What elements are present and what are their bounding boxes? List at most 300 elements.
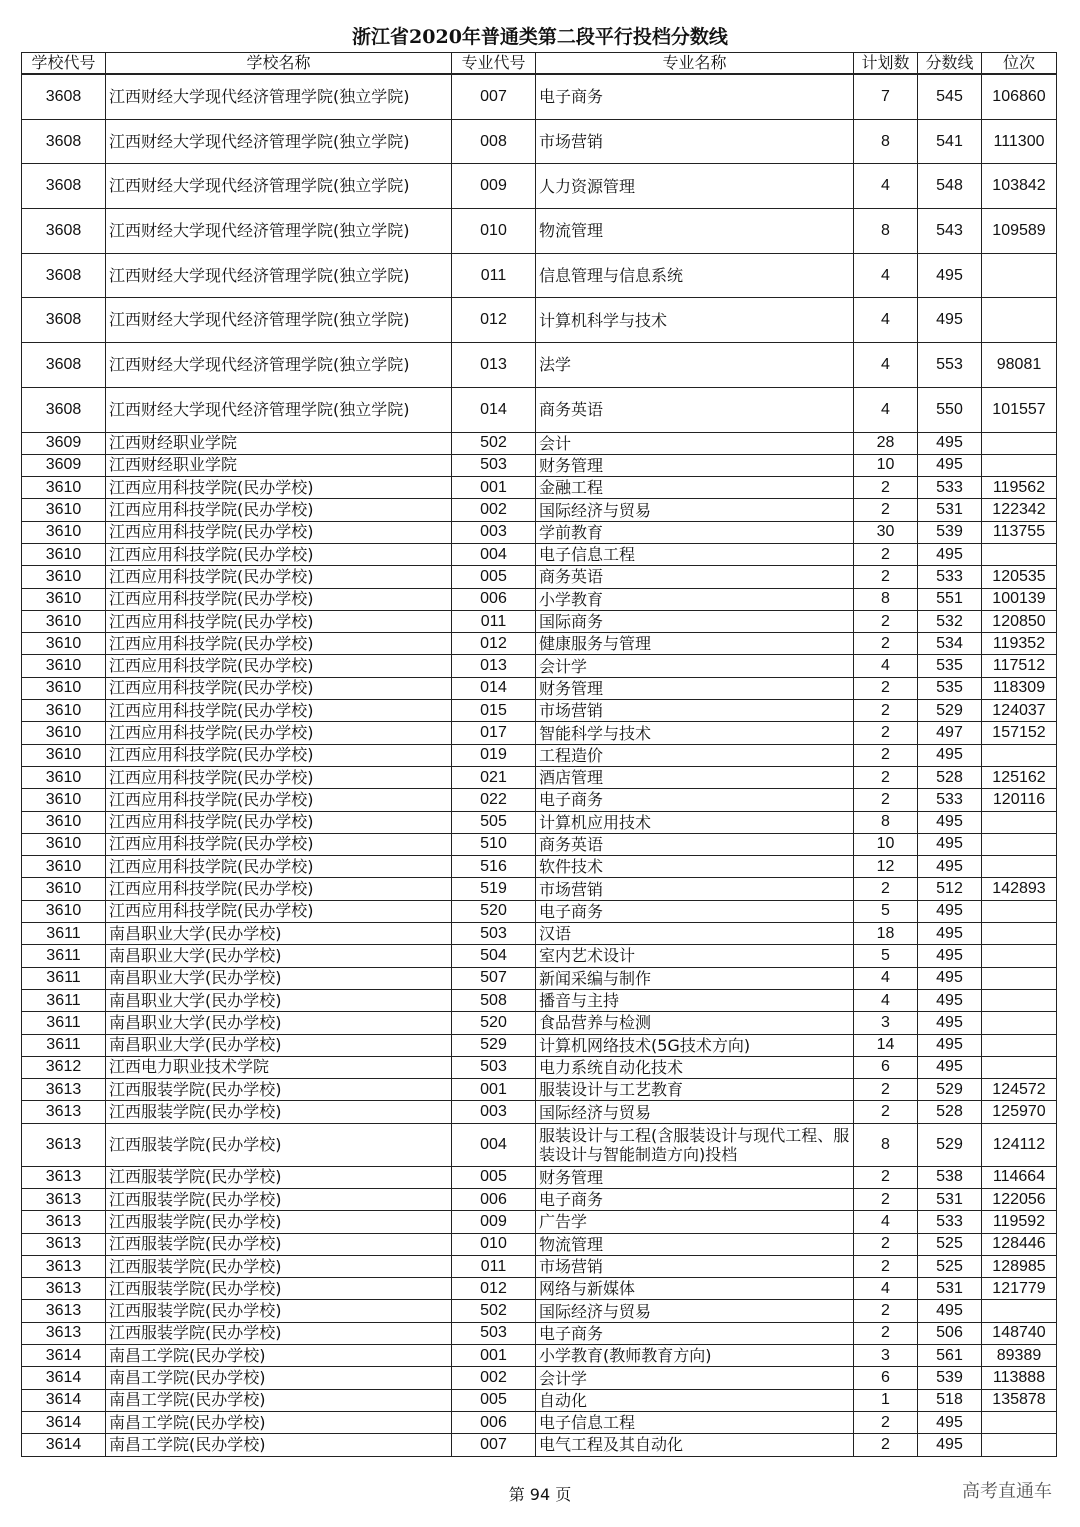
cell-major-name: 法学 xyxy=(536,343,854,388)
cell-score-line: 541 xyxy=(918,119,982,164)
table-row xyxy=(22,253,1057,298)
cell-rank xyxy=(982,989,1057,1011)
cell-rank: 117512 xyxy=(982,655,1057,677)
cell-school-name: 江西应用科技学院(民办学校) xyxy=(106,477,452,499)
cell-plan-count: 4 xyxy=(854,253,918,298)
cell-major-code: 022 xyxy=(452,789,536,811)
cell-major-name: 信息管理与信息系统 xyxy=(536,253,854,298)
cell-major-name: 市场营销 xyxy=(536,1255,854,1277)
table-row xyxy=(22,566,1057,588)
cell-rank: 114664 xyxy=(982,1166,1057,1188)
cell-plan-count: 18 xyxy=(854,923,918,945)
cell-rank xyxy=(982,945,1057,967)
cell-school-name: 江西应用科技学院(民办学校) xyxy=(106,789,452,811)
cell-school-name: 江西应用科技学院(民办学校) xyxy=(106,878,452,900)
cell-major-code: 004 xyxy=(452,543,536,565)
cell-major-name: 市场营销 xyxy=(536,878,854,900)
cell-major-code: 010 xyxy=(452,1233,536,1255)
cell-major-name: 网络与新媒体 xyxy=(536,1278,854,1300)
cell-major-code: 013 xyxy=(452,655,536,677)
cell-plan-count: 2 xyxy=(854,1411,918,1433)
cell-school-name: 江西应用科技学院(民办学校) xyxy=(106,700,452,722)
cell-rank: 101557 xyxy=(982,387,1057,432)
cell-school-code: 3610 xyxy=(22,521,106,543)
cell-score-line: 495 xyxy=(918,989,982,1011)
table-row xyxy=(22,1189,1057,1211)
cell-school-name: 南昌工学院(民办学校) xyxy=(106,1345,452,1367)
cell-school-name: 江西应用科技学院(民办学校) xyxy=(106,833,452,855)
cell-rank: 98081 xyxy=(982,343,1057,388)
table-row xyxy=(22,521,1057,543)
cell-major-code: 007 xyxy=(452,74,536,119)
cell-rank xyxy=(982,1411,1057,1433)
cell-school-name: 南昌工学院(民办学校) xyxy=(106,1434,452,1456)
cell-major-code: 503 xyxy=(452,454,536,476)
cell-school-code: 3612 xyxy=(22,1056,106,1078)
cell-rank xyxy=(982,811,1057,833)
table-row xyxy=(22,744,1057,766)
cell-school-name: 江西服装学院(民办学校) xyxy=(106,1211,452,1233)
cell-plan-count: 4 xyxy=(854,343,918,388)
cell-plan-count: 2 xyxy=(854,789,918,811)
cell-rank: 142893 xyxy=(982,878,1057,900)
cell-school-name: 江西应用科技学院(民办学校) xyxy=(106,610,452,632)
cell-rank xyxy=(982,543,1057,565)
cell-school-code: 3611 xyxy=(22,923,106,945)
cell-plan-count: 8 xyxy=(854,588,918,610)
cell-major-code: 008 xyxy=(452,119,536,164)
cell-rank xyxy=(982,432,1057,454)
table-row xyxy=(22,343,1057,388)
cell-rank: 119592 xyxy=(982,1211,1057,1233)
cell-plan-count: 2 xyxy=(854,543,918,565)
cell-score-line: 512 xyxy=(918,878,982,900)
table-row xyxy=(22,1367,1057,1389)
cell-score-line: 495 xyxy=(918,744,982,766)
cell-school-code: 3614 xyxy=(22,1434,106,1456)
cell-rank: 124112 xyxy=(982,1123,1057,1166)
cell-school-name: 江西应用科技学院(民办学校) xyxy=(106,543,452,565)
cell-school-name: 江西服装学院(民办学校) xyxy=(106,1278,452,1300)
cell-major-code: 005 xyxy=(452,566,536,588)
cell-school-name: 南昌职业大学(民办学校) xyxy=(106,989,452,1011)
table-row xyxy=(22,432,1057,454)
cell-score-line: 518 xyxy=(918,1389,982,1411)
cell-score-line: 525 xyxy=(918,1255,982,1277)
cell-rank xyxy=(982,900,1057,922)
cell-major-name: 播音与主持 xyxy=(536,989,854,1011)
cell-major-name: 电子商务 xyxy=(536,1322,854,1344)
cell-major-code: 012 xyxy=(452,633,536,655)
cell-school-code: 3611 xyxy=(22,1012,106,1034)
table-row xyxy=(22,945,1057,967)
cell-plan-count: 4 xyxy=(854,298,918,343)
cell-school-name: 江西电力职业技术学院 xyxy=(106,1056,452,1078)
cell-school-name: 南昌职业大学(民办学校) xyxy=(106,923,452,945)
cell-rank: 125162 xyxy=(982,766,1057,788)
cell-major-name: 财务管理 xyxy=(536,454,854,476)
table-row xyxy=(22,833,1057,855)
table-row xyxy=(22,1101,1057,1123)
cell-major-name: 物流管理 xyxy=(536,209,854,254)
cell-plan-count: 7 xyxy=(854,74,918,119)
cell-plan-count: 5 xyxy=(854,945,918,967)
cell-major-name: 市场营销 xyxy=(536,119,854,164)
cell-plan-count: 2 xyxy=(854,499,918,521)
cell-major-name: 电子商务 xyxy=(536,789,854,811)
cell-score-line: 495 xyxy=(918,945,982,967)
cell-major-code: 011 xyxy=(452,610,536,632)
cell-school-code: 3609 xyxy=(22,454,106,476)
cell-plan-count: 2 xyxy=(854,1233,918,1255)
cell-school-name: 江西应用科技学院(民办学校) xyxy=(106,744,452,766)
cell-school-code: 3613 xyxy=(22,1211,106,1233)
cell-major-name: 小学教育(教师教育方向) xyxy=(536,1345,854,1367)
cell-score-line: 529 xyxy=(918,1079,982,1101)
cell-school-code: 3610 xyxy=(22,744,106,766)
cell-school-name: 南昌职业大学(民办学校) xyxy=(106,967,452,989)
cell-rank xyxy=(982,1434,1057,1456)
table-row xyxy=(22,1034,1057,1056)
cell-major-name: 汉语 xyxy=(536,923,854,945)
cell-school-name: 江西应用科技学院(民办学校) xyxy=(106,588,452,610)
cell-major-code: 507 xyxy=(452,967,536,989)
cell-major-name: 健康服务与管理 xyxy=(536,633,854,655)
cell-score-line: 545 xyxy=(918,74,982,119)
cell-rank: 124037 xyxy=(982,700,1057,722)
cell-score-line: 495 xyxy=(918,1056,982,1078)
column-header-major-name: 专业名称 xyxy=(536,53,854,75)
cell-major-code: 011 xyxy=(452,1255,536,1277)
table-row xyxy=(22,967,1057,989)
cell-score-line: 535 xyxy=(918,677,982,699)
cell-plan-count: 4 xyxy=(854,967,918,989)
cell-school-code: 3613 xyxy=(22,1079,106,1101)
cell-school-name: 江西应用科技学院(民办学校) xyxy=(106,655,452,677)
table-row xyxy=(22,1166,1057,1188)
cell-school-name: 江西财经大学现代经济管理学院(独立学院) xyxy=(106,209,452,254)
cell-rank xyxy=(982,833,1057,855)
cell-score-line: 495 xyxy=(918,833,982,855)
cell-major-name: 电子信息工程 xyxy=(536,543,854,565)
cell-rank: 125970 xyxy=(982,1101,1057,1123)
cell-rank: 135878 xyxy=(982,1389,1057,1411)
cell-rank xyxy=(982,298,1057,343)
table-row xyxy=(22,1211,1057,1233)
column-header-rank: 位次 xyxy=(982,53,1057,75)
cell-score-line: 525 xyxy=(918,1233,982,1255)
cell-school-code: 3610 xyxy=(22,811,106,833)
cell-school-code: 3614 xyxy=(22,1389,106,1411)
cell-plan-count: 4 xyxy=(854,164,918,209)
cell-school-code: 3610 xyxy=(22,766,106,788)
cell-school-code: 3610 xyxy=(22,499,106,521)
cell-major-name: 会计学 xyxy=(536,655,854,677)
cell-score-line: 495 xyxy=(918,811,982,833)
cell-school-name: 江西财经大学现代经济管理学院(独立学院) xyxy=(106,164,452,209)
cell-plan-count: 2 xyxy=(854,677,918,699)
cell-score-line: 531 xyxy=(918,1189,982,1211)
cell-plan-count: 2 xyxy=(854,1322,918,1344)
cell-rank xyxy=(982,744,1057,766)
cell-rank: 122056 xyxy=(982,1189,1057,1211)
cell-major-code: 520 xyxy=(452,1012,536,1034)
cell-rank: 103842 xyxy=(982,164,1057,209)
cell-score-line: 495 xyxy=(918,543,982,565)
cell-rank xyxy=(982,1300,1057,1322)
cell-score-line: 495 xyxy=(918,900,982,922)
table-row xyxy=(22,722,1057,744)
cell-major-name: 人力资源管理 xyxy=(536,164,854,209)
cell-school-name: 江西服装学院(民办学校) xyxy=(106,1079,452,1101)
table-header-row xyxy=(22,53,1057,75)
cell-school-code: 3610 xyxy=(22,677,106,699)
cell-school-name: 江西应用科技学院(民办学校) xyxy=(106,499,452,521)
cell-plan-count: 10 xyxy=(854,833,918,855)
cell-school-code: 3613 xyxy=(22,1233,106,1255)
cell-score-line: 539 xyxy=(918,521,982,543)
cell-major-name: 计算机网络技术(5G技术方向) xyxy=(536,1034,854,1056)
cell-major-code: 002 xyxy=(452,499,536,521)
cell-school-code: 3610 xyxy=(22,856,106,878)
page-title: 浙江省2020年普通类第二段平行投档分数线 xyxy=(352,26,728,48)
table-row xyxy=(22,119,1057,164)
cell-score-line: 531 xyxy=(918,499,982,521)
cell-rank xyxy=(982,1012,1057,1034)
cell-school-code: 3608 xyxy=(22,119,106,164)
cell-rank: 118309 xyxy=(982,677,1057,699)
cell-rank: 157152 xyxy=(982,722,1057,744)
cell-rank: 119352 xyxy=(982,633,1057,655)
cell-plan-count: 10 xyxy=(854,454,918,476)
cell-major-name: 财务管理 xyxy=(536,677,854,699)
cell-school-code: 3610 xyxy=(22,566,106,588)
cell-major-name: 国际经济与贸易 xyxy=(536,499,854,521)
cell-plan-count: 2 xyxy=(854,610,918,632)
cell-plan-count: 2 xyxy=(854,1189,918,1211)
cell-major-name: 服装设计与工艺教育 xyxy=(536,1079,854,1101)
cell-plan-count: 2 xyxy=(854,1079,918,1101)
cell-score-line: 495 xyxy=(918,1411,982,1433)
cell-major-code: 017 xyxy=(452,722,536,744)
cell-plan-count: 4 xyxy=(854,1278,918,1300)
cell-major-name: 金融工程 xyxy=(536,477,854,499)
cell-major-code: 001 xyxy=(452,477,536,499)
cell-rank: 89389 xyxy=(982,1345,1057,1367)
table-row xyxy=(22,454,1057,476)
table-row xyxy=(22,1056,1057,1078)
cell-school-name: 江西应用科技学院(民办学校) xyxy=(106,811,452,833)
table-row xyxy=(22,878,1057,900)
cell-major-code: 508 xyxy=(452,989,536,1011)
cell-major-name: 服装设计与工程(含服装设计与现代工程、服装设计与智能制造方向)投档 xyxy=(536,1123,854,1166)
table-row xyxy=(22,856,1057,878)
cell-school-name: 江西服装学院(民办学校) xyxy=(106,1322,452,1344)
table-row xyxy=(22,1322,1057,1344)
cell-major-code: 006 xyxy=(452,1189,536,1211)
cell-score-line: 497 xyxy=(918,722,982,744)
cell-major-code: 006 xyxy=(452,1411,536,1433)
cell-school-code: 3610 xyxy=(22,588,106,610)
cell-score-line: 495 xyxy=(918,432,982,454)
cell-school-code: 3613 xyxy=(22,1300,106,1322)
table-row xyxy=(22,655,1057,677)
table-row xyxy=(22,1411,1057,1433)
cell-major-code: 503 xyxy=(452,923,536,945)
column-header-score-line: 分数线 xyxy=(918,53,982,75)
cell-school-name: 江西应用科技学院(民办学校) xyxy=(106,766,452,788)
cell-school-name: 江西财经职业学院 xyxy=(106,454,452,476)
cell-score-line: 495 xyxy=(918,967,982,989)
cell-plan-count: 8 xyxy=(854,209,918,254)
cell-plan-count: 8 xyxy=(854,1123,918,1166)
cell-rank xyxy=(982,253,1057,298)
cell-major-name: 国际经济与贸易 xyxy=(536,1101,854,1123)
cell-school-name: 江西应用科技学院(民办学校) xyxy=(106,633,452,655)
cell-school-name: 南昌工学院(民办学校) xyxy=(106,1411,452,1433)
cell-rank: 120850 xyxy=(982,610,1057,632)
cell-major-code: 004 xyxy=(452,1123,536,1166)
cell-major-name: 广告学 xyxy=(536,1211,854,1233)
cell-school-name: 江西服装学院(民办学校) xyxy=(106,1255,452,1277)
cell-score-line: 535 xyxy=(918,655,982,677)
cell-rank: 111300 xyxy=(982,119,1057,164)
cell-score-line: 495 xyxy=(918,923,982,945)
cell-school-name: 南昌职业大学(民办学校) xyxy=(106,945,452,967)
cell-school-name: 江西应用科技学院(民办学校) xyxy=(106,900,452,922)
cell-school-code: 3611 xyxy=(22,989,106,1011)
cell-score-line: 495 xyxy=(918,454,982,476)
cell-major-code: 505 xyxy=(452,811,536,833)
cell-school-name: 江西应用科技学院(民办学校) xyxy=(106,521,452,543)
cell-school-name: 江西服装学院(民办学校) xyxy=(106,1101,452,1123)
cell-plan-count: 2 xyxy=(854,744,918,766)
table-row xyxy=(22,543,1057,565)
cell-school-code: 3613 xyxy=(22,1255,106,1277)
cell-school-name: 江西应用科技学院(民办学校) xyxy=(106,677,452,699)
cell-major-code: 529 xyxy=(452,1034,536,1056)
cell-major-code: 502 xyxy=(452,1300,536,1322)
cell-school-name: 江西服装学院(民办学校) xyxy=(106,1189,452,1211)
cell-school-name: 江西应用科技学院(民办学校) xyxy=(106,722,452,744)
cell-school-name: 南昌职业大学(民办学校) xyxy=(106,1034,452,1056)
cell-plan-count: 6 xyxy=(854,1367,918,1389)
cell-major-code: 014 xyxy=(452,677,536,699)
cell-school-name: 南昌工学院(民办学校) xyxy=(106,1389,452,1411)
table-row xyxy=(22,588,1057,610)
table-row xyxy=(22,1123,1057,1166)
table-row xyxy=(22,811,1057,833)
cell-plan-count: 2 xyxy=(854,1101,918,1123)
cell-major-name: 小学教育 xyxy=(536,588,854,610)
cell-plan-count: 4 xyxy=(854,655,918,677)
cell-school-name: 江西应用科技学院(民办学校) xyxy=(106,566,452,588)
table-row xyxy=(22,298,1057,343)
cell-rank xyxy=(982,856,1057,878)
cell-score-line: 529 xyxy=(918,1123,982,1166)
cell-score-line: 495 xyxy=(918,1012,982,1034)
cell-rank: 128985 xyxy=(982,1255,1057,1277)
cell-score-line: 539 xyxy=(918,1367,982,1389)
cell-score-line: 533 xyxy=(918,1211,982,1233)
cell-school-code: 3608 xyxy=(22,387,106,432)
cell-plan-count: 2 xyxy=(854,766,918,788)
cell-score-line: 532 xyxy=(918,610,982,632)
cell-rank: 121779 xyxy=(982,1278,1057,1300)
cell-school-code: 3608 xyxy=(22,164,106,209)
cell-school-code: 3613 xyxy=(22,1278,106,1300)
table-row xyxy=(22,1233,1057,1255)
cell-rank xyxy=(982,1056,1057,1078)
cell-plan-count: 1 xyxy=(854,1389,918,1411)
cell-rank: 122342 xyxy=(982,499,1057,521)
cell-plan-count: 5 xyxy=(854,900,918,922)
table-row xyxy=(22,923,1057,945)
cell-school-code: 3613 xyxy=(22,1166,106,1188)
cell-plan-count: 8 xyxy=(854,119,918,164)
cell-major-name: 市场营销 xyxy=(536,700,854,722)
cell-plan-count: 4 xyxy=(854,387,918,432)
table-row xyxy=(22,1389,1057,1411)
cell-rank: 128446 xyxy=(982,1233,1057,1255)
cell-major-name: 电力系统自动化技术 xyxy=(536,1056,854,1078)
cell-score-line: 495 xyxy=(918,856,982,878)
cell-major-code: 519 xyxy=(452,878,536,900)
cell-major-name: 物流管理 xyxy=(536,1233,854,1255)
cell-plan-count: 3 xyxy=(854,1345,918,1367)
cell-school-code: 3613 xyxy=(22,1189,106,1211)
cell-plan-count: 12 xyxy=(854,856,918,878)
cell-school-code: 3610 xyxy=(22,477,106,499)
cell-rank: 106860 xyxy=(982,74,1057,119)
cell-score-line: 495 xyxy=(918,1034,982,1056)
cell-rank: 120116 xyxy=(982,789,1057,811)
cell-school-code: 3613 xyxy=(22,1123,106,1166)
cell-rank xyxy=(982,454,1057,476)
table-row xyxy=(22,164,1057,209)
cell-rank: 120535 xyxy=(982,566,1057,588)
cell-score-line: 561 xyxy=(918,1345,982,1367)
cell-major-code: 010 xyxy=(452,209,536,254)
cell-school-code: 3610 xyxy=(22,700,106,722)
cell-score-line: 553 xyxy=(918,343,982,388)
cell-major-name: 电子商务 xyxy=(536,1189,854,1211)
cell-school-name: 江西财经大学现代经济管理学院(独立学院) xyxy=(106,387,452,432)
cell-plan-count: 4 xyxy=(854,989,918,1011)
cell-plan-count: 2 xyxy=(854,1434,918,1456)
cell-major-code: 012 xyxy=(452,298,536,343)
cell-plan-count: 2 xyxy=(854,878,918,900)
cell-score-line: 495 xyxy=(918,253,982,298)
cell-major-code: 503 xyxy=(452,1322,536,1344)
column-header-school-code: 学校代号 xyxy=(22,53,106,75)
cell-rank xyxy=(982,1034,1057,1056)
cell-score-line: 533 xyxy=(918,789,982,811)
cell-score-line: 550 xyxy=(918,387,982,432)
cell-rank: 148740 xyxy=(982,1322,1057,1344)
cell-major-code: 012 xyxy=(452,1278,536,1300)
page-number: 第 94 页 xyxy=(508,1485,572,1504)
cell-school-name: 南昌职业大学(民办学校) xyxy=(106,1012,452,1034)
cell-score-line: 548 xyxy=(918,164,982,209)
cell-school-code: 3611 xyxy=(22,1034,106,1056)
cell-major-code: 015 xyxy=(452,700,536,722)
cell-rank: 119562 xyxy=(982,477,1057,499)
table-row xyxy=(22,1012,1057,1034)
cell-school-code: 3610 xyxy=(22,610,106,632)
cell-major-name: 商务英语 xyxy=(536,387,854,432)
cell-major-name: 财务管理 xyxy=(536,1166,854,1188)
